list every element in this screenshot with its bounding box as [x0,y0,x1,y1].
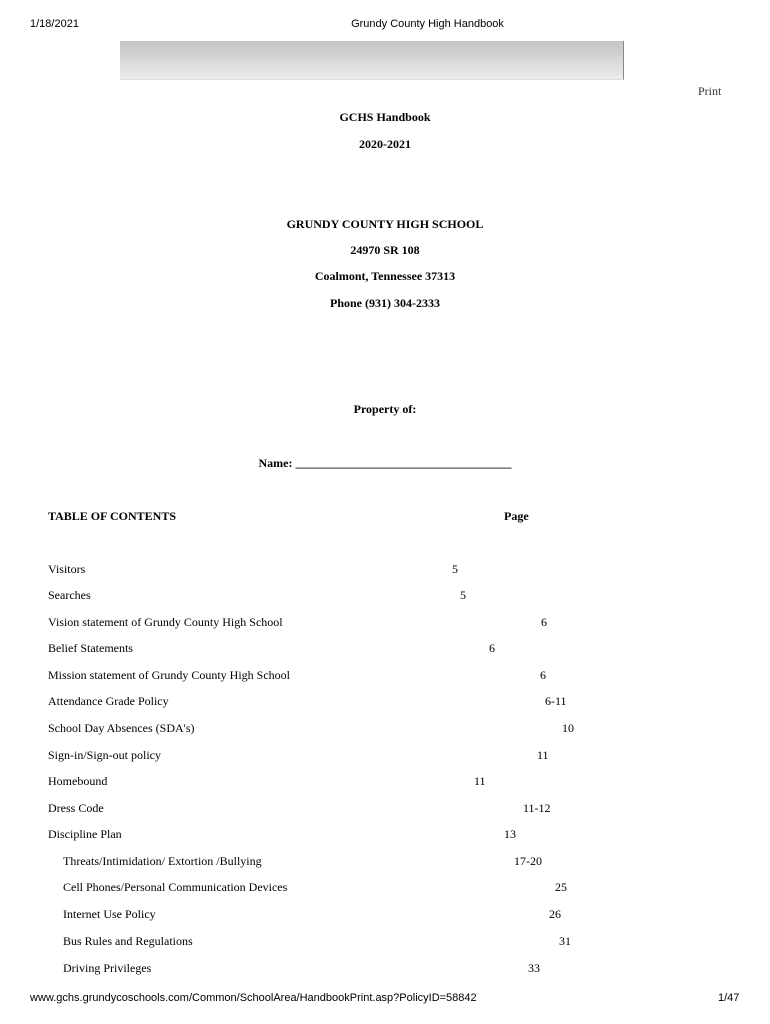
toc-item-page: 5 [452,562,458,576]
footer-url: www.gchs.grundycoschools.com/Common/SchoolArea/HandbookPrint.asp?PolicyID=58842 [30,992,477,1004]
school-phone: Phone (931) 304-2333 [330,296,440,310]
toc-item-page: 11 [474,774,486,788]
toc-item-label: Dress Code [48,801,104,815]
toc-item-page: 17-20 [514,854,542,868]
toc-item-page: 11-12 [523,801,551,815]
toc-item-page: 26 [549,907,561,921]
toc-item-label: Attendance Grade Policy [48,694,169,708]
doc-year: 2020-2021 [359,137,411,151]
toc-item-label: Belief Statements [48,641,133,655]
toc-item-page: 11 [537,748,549,762]
doc-title: GCHS Handbook [339,110,431,124]
toc-item-label: Visitors [48,562,86,576]
toc-item-label: Mission statement of Grundy County High School [48,668,290,682]
toc-heading: TABLE OF CONTENTS [48,509,177,523]
footer-page: 1/47 [718,992,740,1004]
toc-item-label: Driving Privileges [63,961,152,975]
header-date: 1/18/2021 [30,18,79,30]
toc-item-label: Sign-in/Sign-out policy [48,748,162,762]
toc-item-label: Searches [48,588,91,602]
toc-item-page: 6 [489,641,495,655]
toc-item-page: 6 [540,668,546,682]
toc-item-label: Threats/Intimidation/ Extortion /Bullying [63,854,262,868]
toc-item-page: 31 [559,934,571,948]
toc-item-label: Homebound [48,774,108,788]
toc-item-label: Bus Rules and Regulations [63,934,193,948]
toc-item-label: School Day Absences (SDA's) [48,721,195,735]
toc-item-label: Vision statement of Grundy County High School [48,615,283,629]
toc-item-page: 5 [460,588,466,602]
toc-item-page: 6 [541,615,547,629]
header-title: Grundy County High Handbook [351,18,504,30]
print-link[interactable]: Print [698,84,722,98]
toc-item-page: 13 [504,827,516,841]
school-address: 24970 SR 108 [350,243,420,257]
school-city: Coalmont, Tennessee 37313 [314,269,456,283]
name-line: Name: ____________________________________ [258,456,512,470]
toc-item-label: Internet Use Policy [63,907,156,921]
toc-item-page: 25 [555,880,567,894]
toc-item-label: Discipline Plan [48,827,122,841]
toc-item-page: 10 [562,721,574,735]
toc-item-page: 33 [528,961,540,975]
toc-item-label: Cell Phones/Personal Communication Devices [63,880,288,894]
toc-item-page: 6-11 [545,694,567,708]
toc-page-heading: Page [504,509,529,523]
banner [120,41,624,80]
school-name: GRUNDY COUNTY HIGH SCHOOL [286,217,484,231]
property-of: Property of: [353,402,417,416]
